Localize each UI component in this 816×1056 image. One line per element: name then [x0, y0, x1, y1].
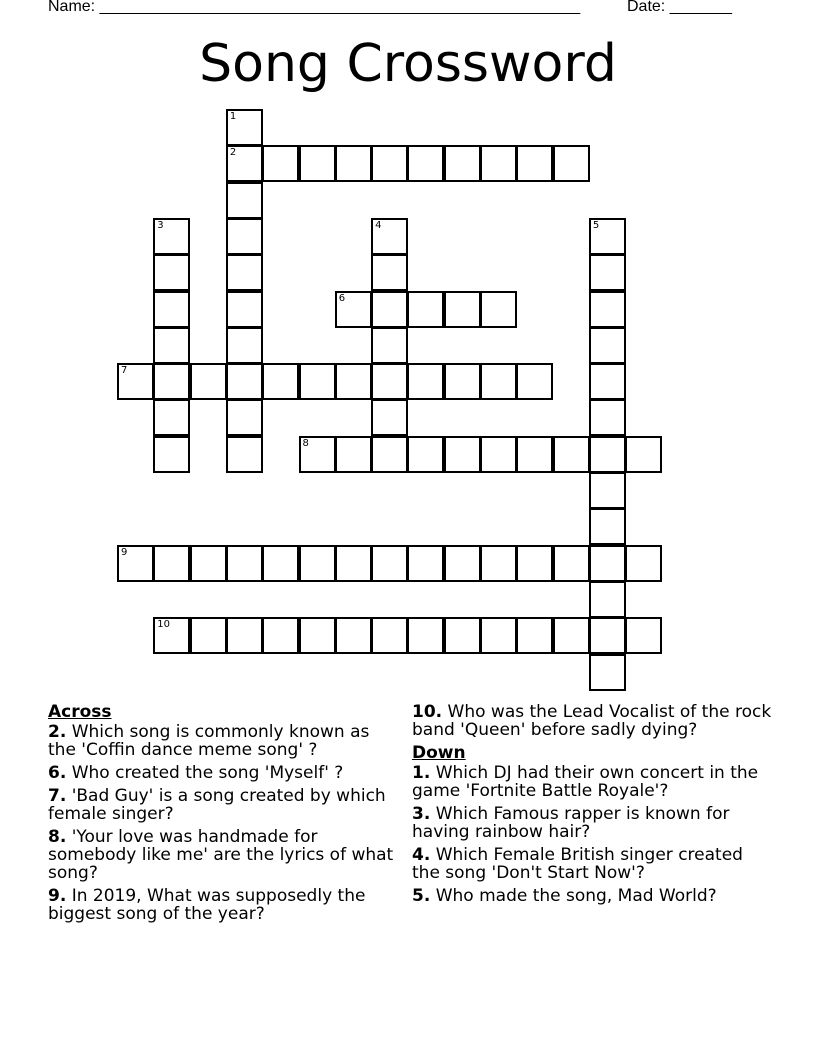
crossword-cell[interactable] — [407, 363, 444, 400]
clue-text: Which DJ had their own concert in the game 'Fortnite Battle Royale'? — [412, 763, 759, 801]
crossword-cell[interactable] — [407, 436, 444, 473]
crossword-cell[interactable] — [589, 436, 626, 473]
clue-text: Who was the Lead Vocalist of the rock band 'Queen' before sadly dying? — [412, 702, 772, 740]
crossword-cell[interactable] — [371, 436, 408, 473]
crossword-cell[interactable] — [153, 291, 190, 328]
crossword-cell[interactable] — [444, 545, 481, 582]
clue-text: Who made the song, Mad World? — [435, 886, 717, 906]
crossword-cell[interactable] — [480, 617, 517, 654]
crossword-cell[interactable] — [589, 654, 626, 691]
clue-down-5 — [412, 887, 772, 905]
crossword-cell[interactable] — [371, 291, 408, 328]
crossword-cell[interactable] — [589, 508, 626, 545]
crossword-cell[interactable] — [226, 145, 263, 182]
clue-number: 1. — [412, 763, 431, 783]
crossword-cell[interactable] — [226, 109, 263, 146]
crossword-cell[interactable] — [553, 545, 590, 582]
clue-number: 7. — [48, 786, 67, 806]
down-heading: Down — [412, 743, 466, 763]
clue-number: 3. — [412, 804, 431, 824]
crossword-cell[interactable] — [117, 363, 154, 400]
crossword-cell[interactable] — [516, 545, 553, 582]
crossword-cell[interactable] — [589, 581, 626, 618]
crossword-cell[interactable] — [589, 218, 626, 255]
clue-number: 8. — [48, 827, 67, 847]
cell-number: 2 — [229, 147, 237, 159]
cell-number: 5 — [592, 219, 600, 231]
clue-text: Which song is commonly known as the 'Coffin dance meme song' ? — [48, 722, 370, 760]
crossword-cell[interactable] — [226, 218, 263, 255]
crossword-cell[interactable] — [516, 145, 553, 182]
crossword-cell[interactable] — [589, 363, 626, 400]
crossword-cell[interactable] — [480, 291, 517, 328]
crossword-cell[interactable] — [371, 545, 408, 582]
crossword-cell[interactable] — [335, 145, 372, 182]
clue-text: Which Female British singer created the song 'Don't Start Now'? — [412, 845, 743, 883]
clue-across-8 — [48, 828, 398, 882]
crossword-cell[interactable] — [262, 617, 299, 654]
crossword-cell[interactable] — [226, 254, 263, 291]
crossword-cell[interactable] — [226, 436, 263, 473]
crossword-cell[interactable] — [589, 254, 626, 291]
crossword-cell[interactable] — [589, 617, 626, 654]
crossword-cell[interactable] — [444, 145, 481, 182]
clue-number: 5. — [412, 886, 431, 906]
crossword-cell[interactable] — [190, 545, 227, 582]
clue-text: 'Your love was handmade for somebody like me' are the lyrics of what song? — [48, 827, 394, 883]
crossword-cell[interactable] — [589, 472, 626, 509]
crossword-cell[interactable] — [444, 363, 481, 400]
crossword-cell[interactable] — [335, 545, 372, 582]
crossword-cell[interactable] — [299, 617, 336, 654]
crossword-cell[interactable] — [444, 291, 481, 328]
crossword-cell[interactable] — [299, 363, 336, 400]
cell-number: 7 — [121, 365, 128, 377]
crossword-cell[interactable] — [553, 436, 590, 473]
clue-down-3 — [412, 805, 772, 841]
crossword-cell[interactable] — [480, 363, 517, 400]
crossword-cell[interactable] — [553, 145, 590, 182]
crossword-cell[interactable] — [153, 254, 190, 291]
crossword-cell[interactable] — [226, 545, 263, 582]
clue-across-6 — [48, 764, 398, 782]
crossword-cell[interactable] — [516, 617, 553, 654]
clue-number: 6. — [48, 763, 67, 783]
crossword-cell[interactable] — [153, 399, 190, 436]
crossword-cell[interactable] — [190, 617, 227, 654]
crossword-cell[interactable] — [444, 617, 481, 654]
crossword-cell[interactable] — [226, 617, 263, 654]
crossword-cell[interactable] — [226, 399, 263, 436]
crossword-cell[interactable] — [625, 545, 662, 582]
crossword-cell[interactable] — [625, 617, 662, 654]
crossword-cell[interactable] — [371, 617, 408, 654]
clue-text: In 2019, What was supposedly the biggest song of the year? — [48, 886, 366, 924]
clue-down-4 — [412, 846, 772, 882]
date-field[interactable]: Date: _______ — [627, 0, 732, 15]
clue-text: Who created the song 'Myself' ? — [71, 763, 344, 783]
cell-number: 1 — [229, 111, 237, 122]
clue-across-7 — [48, 787, 398, 823]
clue-across-10 — [412, 703, 772, 739]
crossword-cell[interactable] — [589, 327, 626, 364]
crossword-cell[interactable] — [226, 363, 263, 400]
name-field[interactable]: Name: ______________________________________________________ — [48, 0, 581, 15]
across-heading: Across — [48, 702, 112, 722]
crossword-cell[interactable] — [299, 436, 336, 473]
clue-text: 'Bad Guy' is a song created by which female singer? — [48, 786, 386, 824]
cell-number: 6 — [338, 292, 346, 304]
cell-number: 4 — [375, 219, 382, 231]
clues-column-left — [48, 703, 398, 928]
crossword-cell[interactable] — [553, 617, 590, 654]
crossword-cell[interactable] — [226, 291, 263, 328]
crossword-cell[interactable] — [589, 291, 626, 328]
crossword-cell[interactable] — [117, 545, 154, 582]
crossword-cell[interactable] — [153, 545, 190, 582]
crossword-cell[interactable] — [226, 182, 263, 219]
crossword-cell[interactable] — [371, 327, 408, 364]
crossword-cell[interactable] — [407, 291, 444, 328]
crossword-cell[interactable] — [407, 145, 444, 182]
crossword-cell[interactable] — [153, 436, 190, 473]
crossword-cell[interactable] — [516, 436, 553, 473]
crossword-cell[interactable] — [480, 436, 517, 473]
cell-number: 10 — [157, 619, 171, 631]
crossword-cell[interactable] — [335, 617, 372, 654]
crossword-cell[interactable] — [190, 363, 227, 400]
crossword-cell[interactable] — [371, 145, 408, 182]
crossword-cell[interactable] — [335, 436, 372, 473]
cell-number: 3 — [157, 219, 164, 231]
clue-number: 4. — [412, 845, 431, 865]
clue-number: 10. — [412, 702, 443, 722]
crossword-cell[interactable] — [480, 145, 517, 182]
page-title: Song Crossword — [199, 34, 617, 94]
crossword-cell[interactable] — [262, 545, 299, 582]
crossword-cell[interactable] — [407, 617, 444, 654]
crossword-cell[interactable] — [153, 218, 190, 255]
crossword-cell[interactable] — [153, 617, 190, 654]
crossword-cell[interactable] — [335, 291, 372, 328]
clue-across-2 — [48, 723, 398, 759]
crossword-cell[interactable] — [516, 363, 553, 400]
crossword-cell[interactable] — [480, 545, 517, 582]
crossword-cell[interactable] — [262, 363, 299, 400]
crossword-cell[interactable] — [589, 545, 626, 582]
crossword-cell[interactable] — [226, 327, 263, 364]
crossword-cell[interactable] — [335, 363, 372, 400]
crossword-cell[interactable] — [299, 545, 336, 582]
crossword-cell[interactable] — [371, 399, 408, 436]
crossword-cell[interactable] — [589, 399, 626, 436]
clue-number: 2. — [48, 722, 67, 742]
cell-number: 9 — [121, 546, 128, 558]
crossword-cell[interactable] — [371, 363, 408, 400]
crossword-cell[interactable] — [153, 327, 190, 364]
crossword-cell[interactable] — [444, 436, 481, 473]
crossword-cell[interactable] — [625, 436, 662, 473]
crossword-cell[interactable] — [371, 254, 408, 291]
cell-number: 8 — [302, 437, 309, 449]
crossword-cell[interactable] — [262, 145, 299, 182]
crossword-cell[interactable] — [299, 145, 336, 182]
clues-column-right — [412, 703, 772, 910]
crossword-cell[interactable] — [371, 218, 408, 255]
clue-across-9 — [48, 887, 398, 923]
crossword-cell[interactable] — [153, 363, 190, 400]
crossword-cell[interactable] — [407, 545, 444, 582]
clue-number: 9. — [48, 886, 67, 906]
clue-text: Which Famous rapper is known for having rainbow hair? — [412, 804, 730, 842]
clue-down-1 — [412, 764, 772, 800]
